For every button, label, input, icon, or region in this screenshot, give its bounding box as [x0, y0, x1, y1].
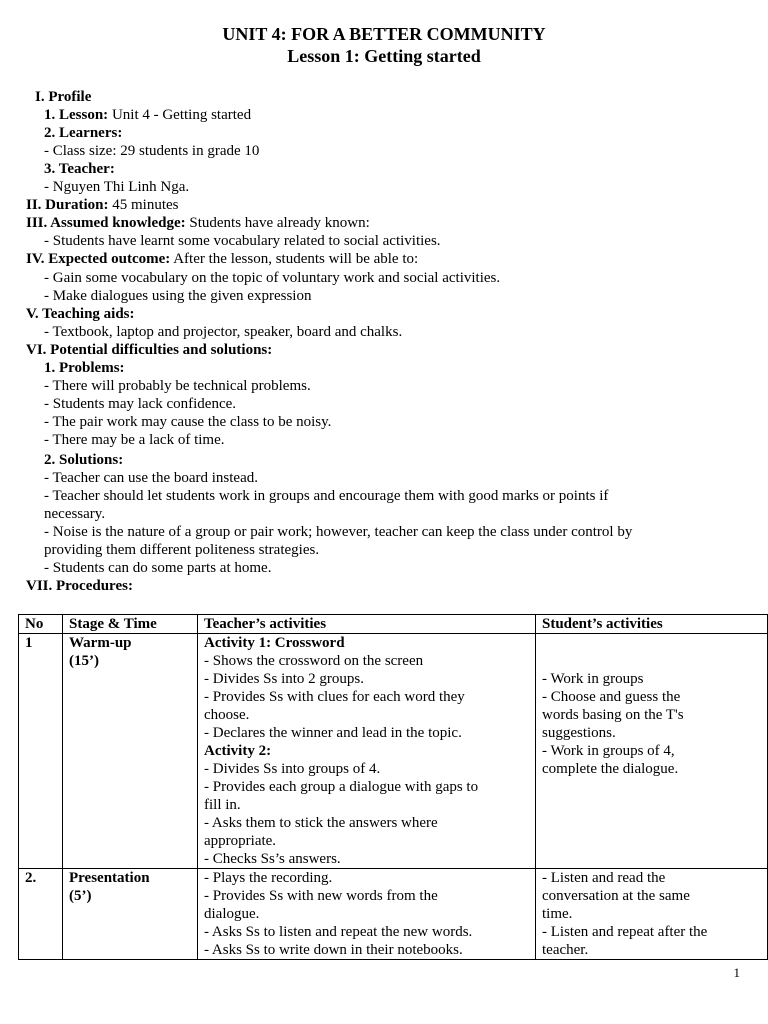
solution-item: - Students can do some parts at home.	[44, 560, 272, 576]
solution-item: - Teacher can use the board instead.	[44, 470, 258, 486]
stage-name: Warm-up	[69, 635, 132, 651]
column-header-no: No	[19, 615, 63, 634]
teacher-activity: - Provides Ss with clues for each word they	[204, 689, 465, 705]
aids-label: V. Teaching aids:	[26, 306, 135, 322]
stage-cell	[63, 634, 198, 869]
table-row	[19, 869, 768, 960]
activity-heading: Activity 1: Crossword	[204, 635, 345, 651]
stage-time: (5’)	[69, 888, 92, 904]
learners-label: 2. Learners:	[44, 125, 123, 141]
student-activity: - Work in groups of 4,	[542, 743, 675, 759]
column-header-stage: Stage & Time	[63, 615, 198, 634]
row-number: 2.	[19, 869, 63, 960]
problems-label: 1. Problems:	[44, 360, 125, 376]
solution-item: necessary.	[44, 506, 106, 522]
lesson-value: Unit 4 - Getting started	[108, 107, 252, 123]
knowledge-item: - Students have learnt some vocabulary related to social activities.	[44, 233, 441, 249]
procedures-table	[18, 614, 768, 960]
learners-value: - Class size: 29 students in grade 10	[44, 143, 260, 159]
student-activities-cell	[536, 869, 768, 960]
student-activity: complete the dialogue.	[542, 761, 679, 777]
knowledge-line	[26, 214, 370, 232]
teacher-label: 3. Teacher:	[44, 161, 115, 177]
stage-time: (15’)	[69, 653, 99, 669]
student-activity: words basing on the T's	[542, 707, 684, 723]
outcome-label: IV. Expected outcome:	[26, 251, 171, 267]
student-activity: - Work in groups	[542, 671, 644, 687]
teacher-activities-cell	[198, 634, 536, 869]
student-activity: teacher.	[542, 942, 589, 958]
outcome-value: After the lesson, students will be able to:	[170, 251, 419, 267]
student-activity: suggestions.	[542, 725, 616, 741]
row-number: 1	[19, 634, 63, 869]
teacher-activity: - Declares the winner and lead in the topic.	[204, 725, 462, 741]
student-activity: - Choose and guess the	[542, 689, 681, 705]
problem-item: - Students may lack confidence.	[44, 396, 237, 412]
student-activity: conversation at the same	[542, 888, 690, 904]
stage-name: Presentation	[69, 870, 150, 886]
problem-item: - There may be a lack of time.	[44, 432, 225, 448]
duration-line	[26, 196, 179, 214]
knowledge-value: Students have already known:	[185, 215, 370, 231]
knowledge-label: III. Assumed knowledge:	[26, 215, 186, 231]
profile-heading: I. Profile	[35, 89, 92, 105]
lesson-label: 1. Lesson:	[44, 107, 109, 123]
teacher-activity: - Divides Ss into groups of 4.	[204, 761, 381, 777]
student-activity	[542, 634, 761, 652]
solution-item: - Teacher should let students work in groups and encourage them with good marks or points if	[44, 488, 609, 504]
solution-item: - Noise is the nature of a group or pair work; however, teacher can keep the class under control by	[44, 524, 633, 540]
teacher-activity: - Plays the recording.	[204, 870, 333, 886]
teacher-activity: - Asks them to stick the answers where	[204, 815, 438, 831]
page-number: 1	[733, 965, 740, 980]
difficulties-label: VI. Potential difficulties and solutions:	[26, 342, 273, 358]
teacher-activity: - Provides Ss with new words from the	[204, 888, 438, 904]
activity-heading: Activity 2:	[204, 743, 272, 759]
problem-item: - The pair work may cause the class to be noisy.	[44, 414, 332, 430]
procedures-label: VII. Procedures:	[26, 578, 133, 594]
student-activity: - Listen and read the	[542, 870, 666, 886]
student-activities-cell	[536, 634, 768, 869]
student-activity: time.	[542, 906, 573, 922]
student-activity: - Listen and repeat after the	[542, 924, 708, 940]
table-header-row	[19, 615, 768, 634]
column-header-teacher: Teacher’s activities	[198, 615, 536, 634]
outcome-item: - Make dialogues using the given expression	[44, 288, 312, 304]
solution-item: providing them different politeness strategies.	[44, 542, 320, 558]
column-header-student: Student’s activities	[536, 615, 768, 634]
outcome-item: - Gain some vocabulary on the topic of voluntary work and social activities.	[44, 270, 501, 286]
stage-cell	[63, 869, 198, 960]
teacher-activity: dialogue.	[204, 906, 260, 922]
aids-item: - Textbook, laptop and projector, speaker, board and chalks.	[44, 324, 403, 340]
lesson-title: Lesson 1: Getting started	[287, 46, 481, 66]
teacher-activity: - Checks Ss’s answers.	[204, 851, 341, 867]
teacher-activity: - Asks Ss to write down in their notebooks.	[204, 942, 463, 958]
teacher-activity: choose.	[204, 707, 250, 723]
teacher-activity: - Provides each group a dialogue with gaps to	[204, 779, 479, 795]
outcome-line	[26, 250, 418, 268]
duration-label: II. Duration:	[26, 197, 109, 213]
problem-item: - There will probably be technical problems.	[44, 378, 311, 394]
teacher-value: - Nguyen Thi Linh Nga.	[44, 179, 190, 195]
duration-value: 45 minutes	[108, 197, 179, 213]
teacher-activity: appropriate.	[204, 833, 277, 849]
teacher-activity: - Divides Ss into 2 groups.	[204, 671, 365, 687]
table-row	[19, 634, 768, 869]
teacher-activity: - Asks Ss to listen and repeat the new words.	[204, 924, 473, 940]
teacher-activity: fill in.	[204, 797, 241, 813]
student-activity	[542, 652, 761, 670]
lesson-line	[44, 106, 251, 124]
teacher-activities-cell	[198, 869, 536, 960]
unit-title: UNIT 4: FOR A BETTER COMMUNITY	[222, 24, 546, 44]
teacher-activity: - Shows the crossword on the screen	[204, 653, 424, 669]
solutions-label: 2. Solutions:	[44, 452, 124, 468]
